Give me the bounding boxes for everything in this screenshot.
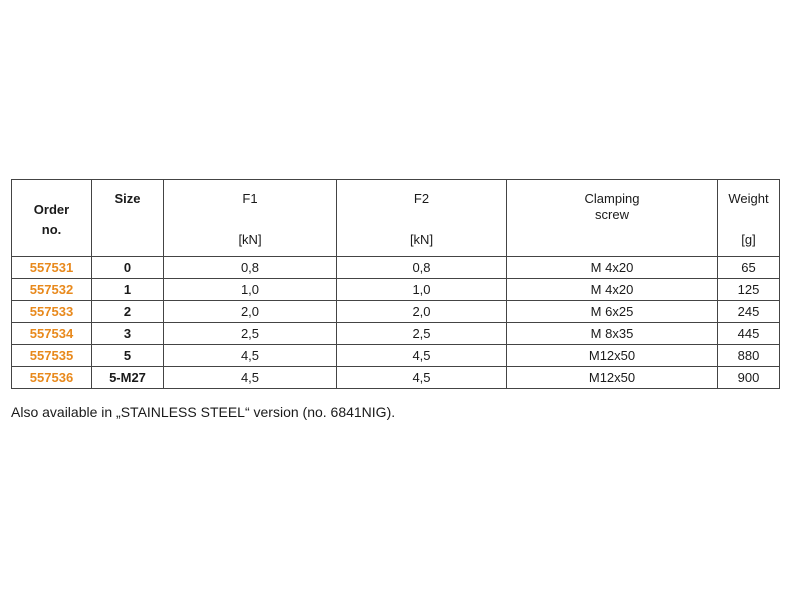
header-row [12, 180, 780, 257]
table-row [12, 323, 780, 345]
f1-cell: 4,5 [164, 345, 337, 367]
weight-cell: 900 [718, 367, 780, 389]
size-cell: 1 [92, 279, 164, 301]
f2-cell: 2,5 [337, 323, 507, 345]
screw-cell: M 8x35 [507, 323, 718, 345]
size-cell: 5-M27 [92, 367, 164, 389]
header-clamping-line1: Clamping [584, 191, 640, 206]
screw-cell: M12x50 [507, 345, 718, 367]
order-number: 557536 [12, 367, 92, 389]
header-size [92, 180, 164, 257]
header-size-label: Size [114, 191, 141, 206]
screw-cell: M 4x20 [507, 279, 718, 301]
header-f2-unit: [kN] [409, 232, 434, 247]
order-number: 557532 [12, 279, 92, 301]
weight-cell: 445 [718, 323, 780, 345]
table-row [12, 367, 780, 389]
header-order-no [12, 180, 92, 257]
f1-cell: 4,5 [164, 367, 337, 389]
f1-cell: 2,5 [164, 323, 337, 345]
size-cell: 3 [92, 323, 164, 345]
f1-cell: 0,8 [164, 257, 337, 279]
order-number: 557531 [12, 257, 92, 279]
size-cell: 0 [92, 257, 164, 279]
table-row [12, 301, 780, 323]
order-number: 557534 [12, 323, 92, 345]
weight-cell: 125 [718, 279, 780, 301]
header-f1 [164, 180, 337, 257]
header-weight [718, 180, 780, 257]
screw-cell: M 4x20 [507, 257, 718, 279]
size-cell: 5 [92, 345, 164, 367]
f2-cell: 1,0 [337, 279, 507, 301]
header-clamping-line2: screw [595, 207, 629, 222]
table-row [12, 257, 780, 279]
header-f2-label: F2 [413, 191, 430, 206]
f2-cell: 2,0 [337, 301, 507, 323]
f2-cell: 4,5 [337, 345, 507, 367]
f2-cell: 0,8 [337, 257, 507, 279]
weight-cell: 65 [718, 257, 780, 279]
order-number: 557535 [12, 345, 92, 367]
screw-cell: M 6x25 [507, 301, 718, 323]
header-weight-label: Weight [728, 191, 769, 206]
f1-cell: 2,0 [164, 301, 337, 323]
order-number: 557533 [12, 301, 92, 323]
screw-cell: M12x50 [507, 367, 718, 389]
header-weight-unit: [g] [741, 232, 756, 247]
f1-cell: 1,0 [164, 279, 337, 301]
header-f1-unit: [kN] [238, 232, 262, 247]
f2-cell: 4,5 [337, 367, 507, 389]
header-f1-label: F1 [242, 191, 258, 206]
weight-cell: 245 [718, 301, 780, 323]
header-f2 [337, 180, 507, 257]
table-row [12, 345, 780, 367]
header-clamping-screw [507, 180, 718, 257]
size-cell: 2 [92, 301, 164, 323]
header-order-line1: Order [33, 202, 70, 217]
weight-cell: 880 [718, 345, 780, 367]
table-row [12, 279, 780, 301]
spec-table [11, 179, 780, 389]
availability-note: Also available in „STAINLESS STEEL“ version (no. 6841NIG). [11, 404, 396, 420]
header-order-line2: no. [41, 222, 62, 237]
